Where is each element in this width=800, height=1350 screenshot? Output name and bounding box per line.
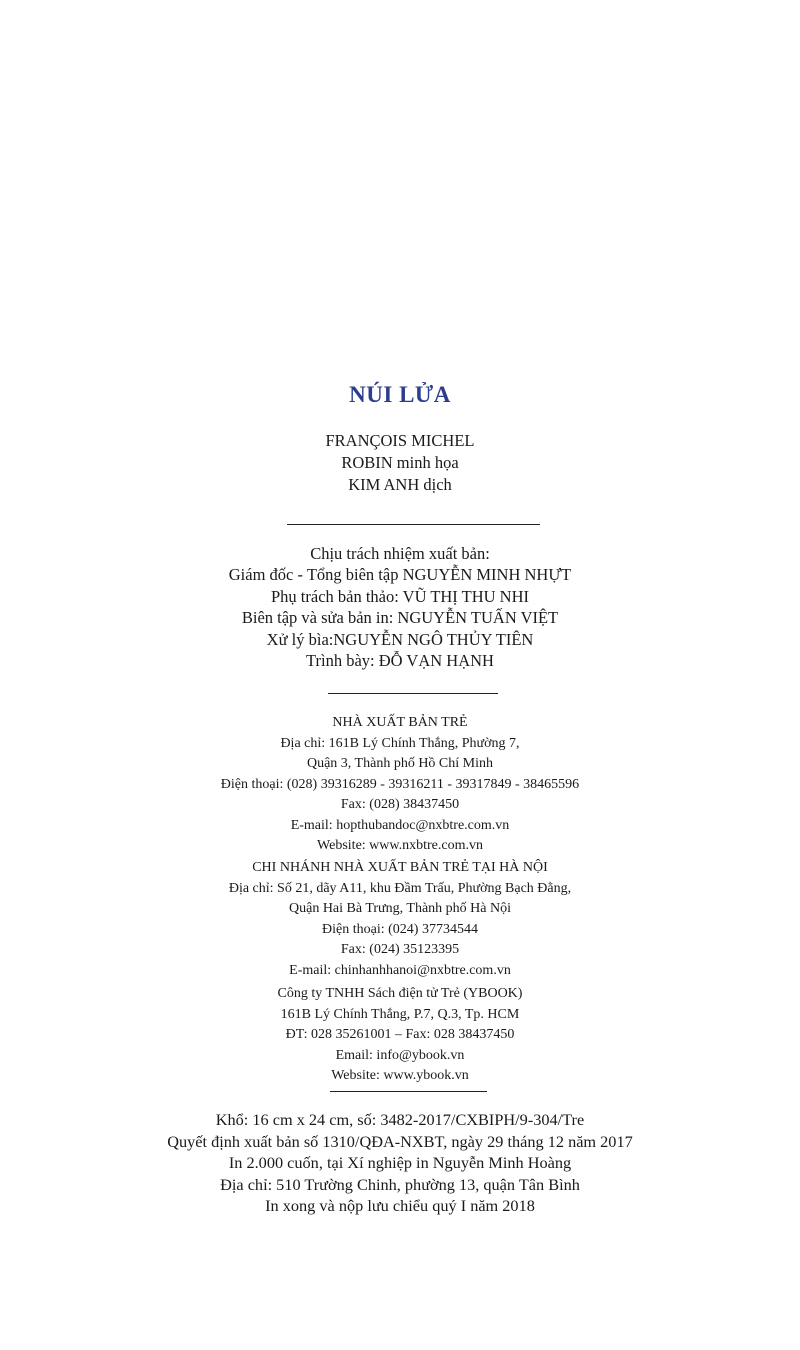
- publisher-line: Website: www.nxbtre.com.vn: [317, 838, 483, 853]
- branch-line: Địa chỉ: Số 21, dãy A11, khu Đầm Trấu, Phường Bạch Đằng,: [228, 880, 572, 896]
- divider-rule: [287, 524, 540, 525]
- staff-line: Chịu trách nhiệm xuất bản:: [310, 544, 490, 563]
- branch-line: Quận Hai Bà Trưng, Thành phố Hà Nội: [289, 901, 511, 916]
- printing-line: Khổ: 16 cm x 24 cm, số: 3482-2017/CXBIPH/9-304/Tre: [215, 1110, 585, 1129]
- printing-block: [0, 1109, 800, 1217]
- staff-line: Xử lý bìa:NGUYỄN NGÔ THỦY TIÊN: [266, 629, 534, 649]
- staff-line: Giám đốc - Tổng biên tập NGUYỄN MINH NHỰT: [228, 565, 572, 585]
- staff-line: Phụ trách bản thảo: VŨ THỊ THU NHI: [270, 586, 529, 606]
- publisher-line: NHÀ XUẤT BẢN TRẺ: [332, 715, 468, 730]
- divider-rule: [330, 1091, 487, 1092]
- ybook-line: Công ty TNHH Sách điện tử Trẻ (YBOOK): [277, 986, 523, 1001]
- ybook-block: [0, 984, 800, 1087]
- book-title: NÚI LỬA: [349, 382, 451, 407]
- branch-line: E-mail: chinhanhhanoi@nxbtre.com.vn: [289, 962, 511, 978]
- branch-line: CHI NHÁNH NHÀ XUẤT BẢN TRẺ TẠI HÀ NỘI: [252, 860, 548, 875]
- ybook-line: 161B Lý Chính Thắng, P.7, Q.3, Tp. HCM: [280, 1006, 520, 1022]
- publisher-line: Fax: (028) 38437450: [340, 797, 460, 812]
- staff-block: [0, 543, 800, 671]
- branch-block: [0, 858, 800, 981]
- publisher-line: E-mail: hopthubandoc@nxbtre.com.vn: [290, 817, 510, 833]
- ybook-line: ĐT: 028 35261001 – Fax: 028 38437450: [285, 1027, 515, 1042]
- credits-block: [0, 430, 800, 496]
- publisher-line: Địa chỉ: 161B Lý Chính Thắng, Phường 7,: [280, 735, 520, 751]
- branch-line: Điện thoại: (024) 37734544: [322, 921, 478, 937]
- branch-line: Fax: (024) 35123395: [340, 942, 460, 957]
- printing-line: Quyết định xuất bản số 1310/QĐA-NXBT, ngày 29 tháng 12 năm 2017: [167, 1131, 633, 1151]
- ybook-line: Website: www.ybook.vn: [331, 1068, 469, 1083]
- author-line: FRANÇOIS MICHEL: [325, 431, 475, 450]
- translator-line: KIM ANH dịch: [348, 475, 452, 494]
- publisher-block: [0, 713, 800, 857]
- printing-line: Địa chỉ: 510 Trường Chinh, phường 13, quận Tân Bình: [220, 1174, 580, 1194]
- divider-rule: [328, 693, 498, 694]
- staff-line: Biên tập và sửa bản in: NGUYỄN TUẤN VIỆT: [241, 608, 559, 628]
- publisher-line: Quận 3, Thành phố Hồ Chí Minh: [306, 756, 493, 771]
- staff-line: Trình bày: ĐỖ VẠN HẠNH: [306, 651, 494, 671]
- printing-line: In 2.000 cuốn, tại Xí nghiệp in Nguyễn Minh Hoàng: [228, 1153, 572, 1172]
- illustrator-line: ROBIN minh họa: [341, 453, 459, 472]
- ybook-line: Email: info@ybook.vn: [335, 1047, 465, 1063]
- printing-line: In xong và nộp lưu chiểu quý I năm 2018: [265, 1196, 535, 1215]
- publisher-line: Điện thoại: (028) 39316289 - 39316211 - 39317849 - 38465596: [220, 776, 580, 792]
